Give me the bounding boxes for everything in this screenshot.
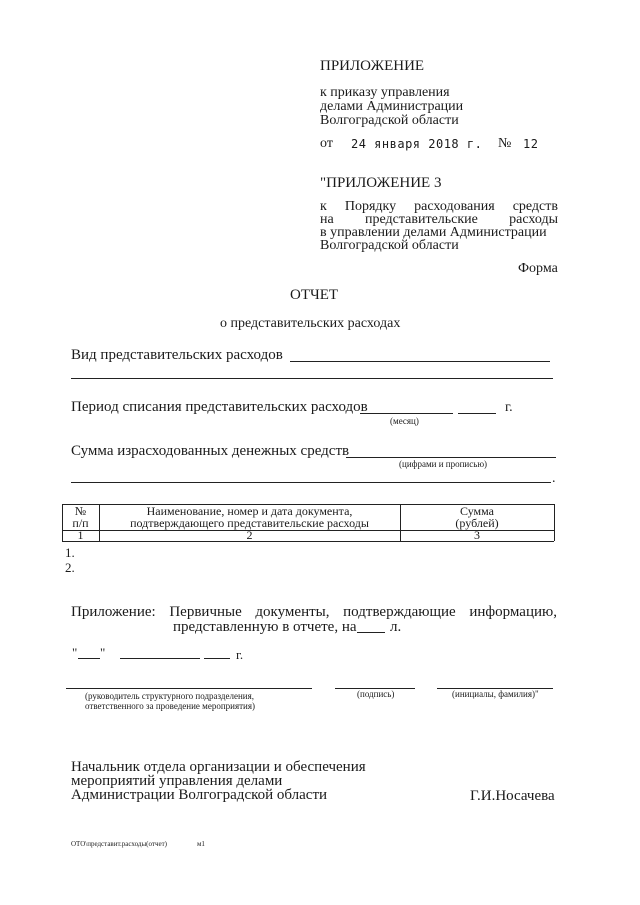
initials-caption: (инициалы, фамилия)" bbox=[452, 689, 539, 699]
period-hint: (месяц) bbox=[390, 416, 419, 426]
table-border-right bbox=[554, 504, 555, 541]
date-month-field bbox=[120, 658, 200, 659]
table-col-number-2: 2 bbox=[246, 528, 253, 542]
attachment-line-2: представленную в отчете, на bbox=[173, 619, 357, 635]
chief-position-line-2: мероприятий управления делами bbox=[71, 773, 283, 789]
date-quote-open: " bbox=[72, 645, 78, 660]
attachment-pages-suffix: л. bbox=[390, 619, 402, 635]
order-number-label: № bbox=[498, 136, 512, 151]
chief-name: Г.И.Носачева bbox=[470, 788, 555, 804]
appendix-line-4: Волгоградской области bbox=[320, 238, 459, 253]
attachment-word: Первичные bbox=[169, 604, 242, 620]
sum-field-line-2 bbox=[71, 482, 551, 483]
date-day-field bbox=[78, 658, 100, 659]
table-col-number-1: 1 bbox=[77, 528, 84, 542]
table-border-numbers bbox=[62, 541, 554, 542]
signature-caption: (подпись) bbox=[357, 689, 395, 699]
chief-position bbox=[71, 760, 366, 802]
table-header-number-line-1: № bbox=[74, 504, 87, 518]
table-header-document-line-2: подтверждающего представительские расходы bbox=[130, 516, 369, 530]
head-caption-line-1: (руководитель структурного подразделения, bbox=[85, 691, 255, 701]
period-year-field bbox=[458, 413, 496, 414]
head-signature-line bbox=[66, 688, 312, 689]
attachment-word: информацию, bbox=[469, 604, 557, 620]
table-header-sum bbox=[400, 505, 554, 529]
attachment-word: подтверждающие bbox=[343, 604, 456, 620]
attachment-word: документы, bbox=[255, 604, 330, 620]
sum-field bbox=[346, 457, 556, 458]
table-header-sum-line-2: (рублей) bbox=[455, 516, 499, 530]
report-title: ОТЧЕТ bbox=[290, 287, 339, 303]
attachment-word: Приложение: bbox=[71, 604, 156, 620]
appendix-line-1-word: расходования bbox=[414, 199, 495, 214]
date-year-suffix: г. bbox=[236, 647, 244, 662]
table-row-1: 1. bbox=[65, 545, 75, 560]
appendix-line-1-word: средств bbox=[512, 199, 558, 214]
table-header-sum-line-1: Сумма bbox=[460, 504, 494, 518]
order-line-2: делами Администрации bbox=[320, 99, 464, 114]
head-caption bbox=[85, 691, 255, 711]
file-code: ОТО\представит.расходы(отчет) bbox=[71, 840, 167, 848]
date-year-field bbox=[204, 658, 230, 659]
order-line-1: к приказу управления bbox=[320, 85, 450, 100]
attachment-pages-field bbox=[357, 632, 385, 633]
order-line-3: Волгоградской области bbox=[320, 113, 459, 128]
appendix-line-1-word: Порядку bbox=[344, 199, 397, 214]
appendix-line-3: в управлении делами Администрации bbox=[320, 225, 547, 240]
expense-type-label: Вид представительских расходов bbox=[71, 347, 283, 363]
sum-end: . bbox=[552, 471, 556, 486]
order-number: 12 bbox=[523, 137, 539, 151]
table-header-number bbox=[62, 505, 99, 529]
expense-type-field bbox=[290, 361, 550, 362]
table-header-document bbox=[99, 505, 400, 529]
period-year-suffix: г. bbox=[505, 400, 513, 415]
report-subtitle: о представительских расходах bbox=[220, 316, 401, 331]
expense-type-field-line-2 bbox=[71, 378, 553, 379]
period-month-field bbox=[360, 413, 453, 414]
appendix-title: ПРИЛОЖЕНИЕ bbox=[320, 58, 425, 74]
order-date-prefix: от bbox=[320, 136, 333, 151]
form-label: Форма bbox=[518, 261, 558, 276]
period-label: Период списания представительских расходов bbox=[71, 399, 368, 415]
appendix-line-2-word: представительские bbox=[364, 212, 478, 227]
appendix-line-2-word: расходы bbox=[509, 212, 558, 227]
table-col-number-3: 3 bbox=[474, 528, 480, 542]
appendix-3-title: "ПРИЛОЖЕНИЕ 3 bbox=[320, 175, 442, 191]
appendix-line-1-word: к bbox=[320, 199, 327, 214]
file-mark: м1 bbox=[197, 840, 205, 848]
chief-position-line-3: Администрации Волгоградской области bbox=[71, 787, 328, 803]
order-date: 24 января 2018 г. bbox=[351, 137, 483, 151]
table-row-2: 2. bbox=[65, 560, 75, 575]
table-header-document-line-1: Наименование, номер и дата документа, bbox=[146, 504, 353, 518]
head-caption-line-2: ответственного за проведение мероприятия) bbox=[85, 701, 256, 711]
date-quote-close: " bbox=[100, 645, 106, 660]
chief-position-line-1: Начальник отдела организации и обеспечения bbox=[71, 759, 366, 775]
appendix-line-2-word: на bbox=[320, 212, 334, 227]
sum-hint: (цифрами и прописью) bbox=[399, 459, 488, 469]
table-header-number-line-2: п/п bbox=[72, 516, 89, 530]
sum-label: Сумма израсходованных денежных средств bbox=[71, 443, 350, 459]
